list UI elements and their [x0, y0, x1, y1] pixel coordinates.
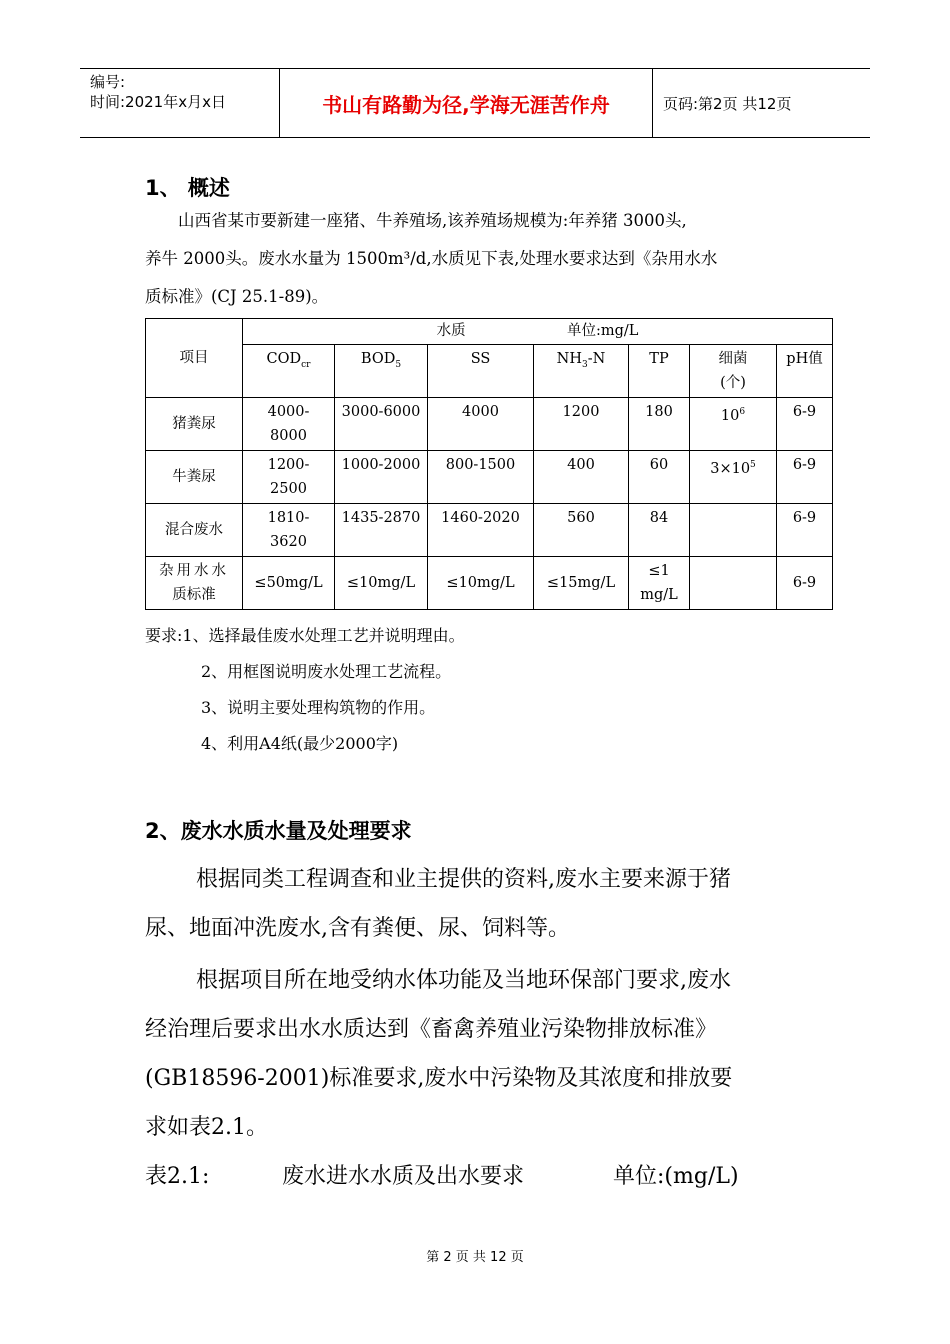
- requirement-4: 4、利用A4纸(最少2000字): [201, 734, 399, 753]
- section1-para-line3: 质标准》(CJ 25.1-89)。: [145, 287, 329, 306]
- table-header-group: [243, 319, 833, 345]
- table-row: [146, 504, 833, 557]
- table-header-group-text: 水质 单位:mg/L: [436, 323, 639, 339]
- cell-cod-line1: 4000-: [267, 404, 310, 420]
- row-name: 猪粪尿: [146, 398, 243, 451]
- col-cod-text: COD: [266, 351, 302, 367]
- table-row: [146, 557, 833, 610]
- header-page-info: 页码:第2页 共12页: [663, 94, 792, 113]
- header-motto: 书山有路勤为径,学海无涯苦作舟: [280, 69, 653, 137]
- cell-nh3: 1200: [534, 398, 629, 451]
- section1-para-line1: 山西省某市要新建一座猪、牛养殖场,该养殖场规模为:年养猪 3000头,: [178, 211, 687, 230]
- cell-bod: 3000-6000: [335, 398, 428, 451]
- col-bod-text: BOD: [360, 351, 396, 367]
- cell-bod: 1000-2000: [335, 451, 428, 504]
- section2-title: 2、废水水质水量及处理要求: [145, 819, 412, 843]
- col-nh3-tail: -N: [587, 351, 606, 367]
- cell-tp-line1: ≤1: [648, 563, 670, 579]
- cell-cod: [243, 504, 335, 557]
- doc-number-label: 编号:: [90, 73, 126, 91]
- cell-tp: [629, 557, 690, 610]
- cell-ph: 6-9: [777, 398, 833, 451]
- document-header: [80, 68, 870, 138]
- table-row: [146, 451, 833, 504]
- doc-time-label: 时间:2021年x月x日: [90, 93, 226, 111]
- cell-ss: 4000: [428, 398, 534, 451]
- col-bacteria-line2: (个): [720, 375, 746, 391]
- table-caption-title: 废水进水水质及出水要求: [282, 1164, 525, 1189]
- row-name-line2: 质标准: [172, 587, 216, 603]
- cell-cod: [243, 398, 335, 451]
- section2-p2-line3: (GB18596-2001)标准要求,废水中污染物及其浓度和排放要: [145, 1066, 733, 1091]
- cell-bacteria: [690, 504, 777, 557]
- col-bacteria-line1: 细菌: [718, 351, 748, 367]
- cell-tp: 180: [629, 398, 690, 451]
- requirement-3: 3、说明主要处理构筑物的作用。: [201, 698, 436, 717]
- cell-ph: 6-9: [777, 451, 833, 504]
- section2-p2-line2: 经治理后要求出水水质达到《畜禽养殖业污染物排放标准》: [145, 1017, 718, 1042]
- cell-nh3: ≤15mg/L: [534, 557, 629, 610]
- col-nh3-sub: 3: [582, 359, 588, 370]
- header-meta: [80, 69, 280, 137]
- section2-p1-line2: 尿、地面冲洗废水,含有粪便、尿、饲料等。: [145, 916, 570, 941]
- cell-cod-line2: 3620: [270, 534, 307, 550]
- section1-title: 1、 概述: [145, 176, 230, 200]
- cell-ss: ≤10mg/L: [428, 557, 534, 610]
- col-cod-sub: cr: [301, 359, 311, 370]
- requirement-2: 2、用框图说明废水处理工艺流程。: [201, 662, 452, 681]
- cell-bacteria-exp: 6: [739, 407, 746, 417]
- section1-para-line2: 养牛 2000头。废水水量为 1500m³/d,水质见下表,处理水要求达到《杂用水水: [145, 249, 718, 268]
- col-bod: [335, 345, 428, 398]
- cell-tp: 60: [629, 451, 690, 504]
- cell-cod: [243, 451, 335, 504]
- water-quality-table: [145, 318, 833, 610]
- row-name: [146, 557, 243, 610]
- cell-cod-line2: 8000: [270, 428, 307, 444]
- col-cod: [243, 345, 335, 398]
- cell-cod-line1: 1810-: [267, 510, 310, 526]
- cell-bod: ≤10mg/L: [335, 557, 428, 610]
- cell-tp: 84: [629, 504, 690, 557]
- cell-cod-line1: 1200-: [267, 457, 310, 473]
- row-name-line1: 杂用水水: [159, 563, 229, 579]
- table-caption-number: 表2.1:: [145, 1164, 210, 1189]
- col-nh3: [534, 345, 629, 398]
- cell-bod: 1435-2870: [335, 504, 428, 557]
- page-footer: 第 2 页 共 12 页: [426, 1250, 524, 1265]
- cell-bacteria: [690, 557, 777, 610]
- section2-p1-line1: 根据同类工程调查和业主提供的资料,废水主要来源于猪: [196, 867, 731, 892]
- cell-bacteria-base: 10: [720, 407, 740, 424]
- table-row: [146, 398, 833, 451]
- cell-bacteria: [690, 451, 777, 504]
- cell-bacteria: [690, 398, 777, 451]
- table-caption-unit: 单位:(mg/L): [613, 1164, 739, 1189]
- section2-p2-line1: 根据项目所在地受纳水体功能及当地环保部门要求,废水: [196, 968, 731, 993]
- cell-cod: ≤50mg/L: [243, 557, 335, 610]
- cell-nh3: 400: [534, 451, 629, 504]
- cell-ph: 6-9: [777, 504, 833, 557]
- col-nh3-text: NH: [556, 351, 582, 367]
- col-tp: TP: [629, 345, 690, 398]
- row-name: 牛粪尿: [146, 451, 243, 504]
- col-bod-sub: 5: [395, 359, 402, 370]
- cell-ph: 6-9: [777, 557, 833, 610]
- cell-nh3: 560: [534, 504, 629, 557]
- cell-cod-line2: 2500: [270, 481, 307, 497]
- cell-tp-line2: mg/L: [640, 587, 678, 603]
- cell-ss: 1460-2020: [428, 504, 534, 557]
- cell-bacteria-base: 3×10: [710, 460, 751, 477]
- col-bacteria: [690, 345, 777, 398]
- row-name: 混合废水: [146, 504, 243, 557]
- col-ss: SS: [428, 345, 534, 398]
- requirement-1: 要求:1、选择最佳废水处理工艺并说明理由。: [145, 626, 465, 645]
- table-header-item: 项目: [146, 319, 243, 398]
- cell-ss: 800-1500: [428, 451, 534, 504]
- col-ph: pH值: [777, 345, 833, 398]
- cell-bacteria-exp: 5: [750, 460, 756, 470]
- section2-p2-line4: 求如表2.1。: [145, 1115, 268, 1140]
